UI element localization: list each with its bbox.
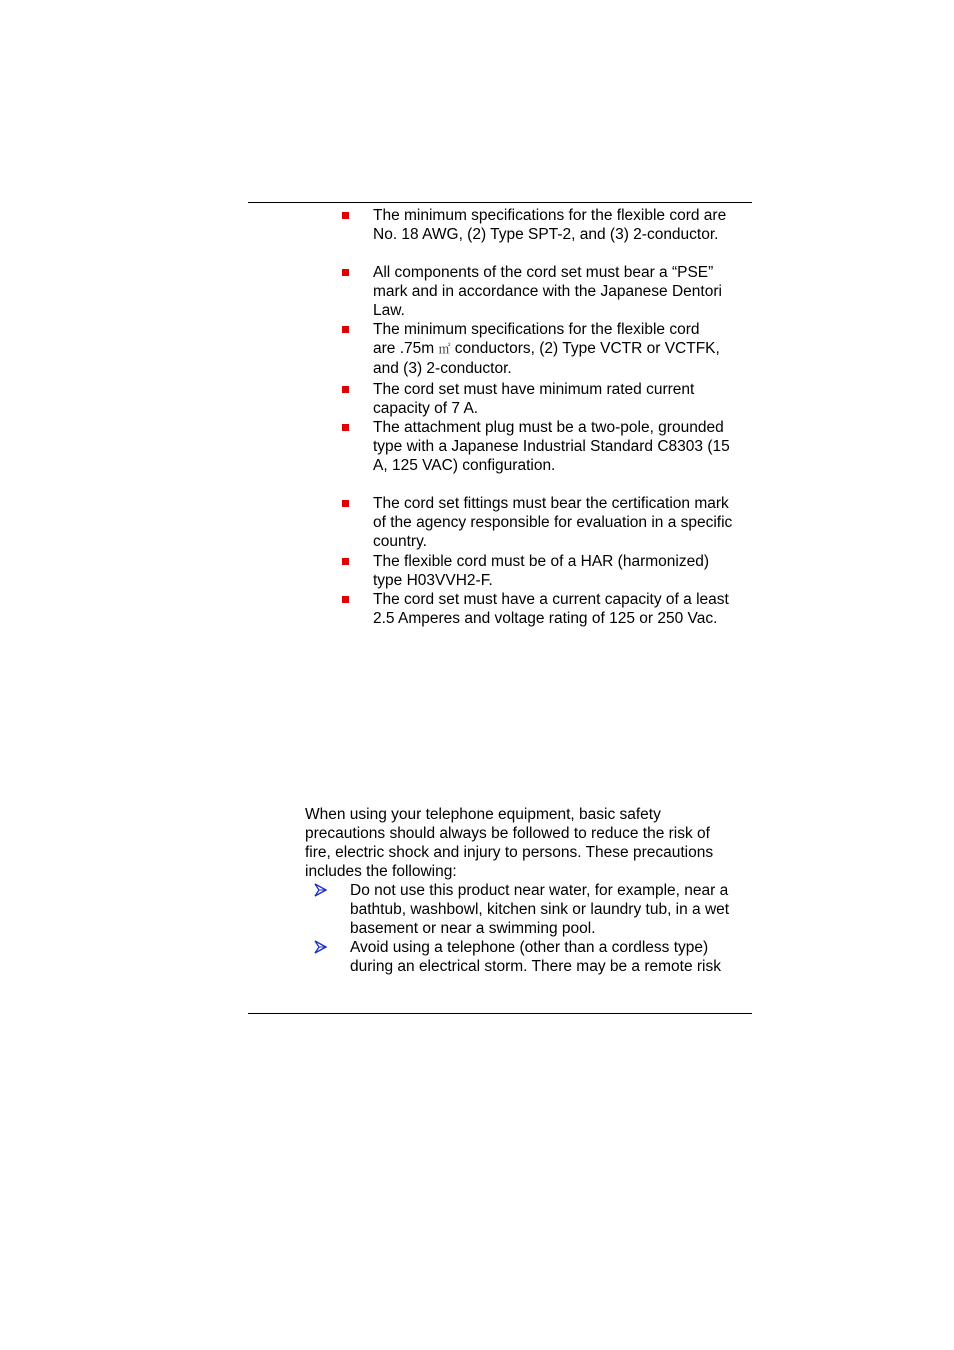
list-item (373, 380, 753, 418)
list-item (373, 263, 753, 320)
list-item-text: The cord set must have minimum rated current capacity of 7 A. (373, 381, 695, 417)
list-item (350, 938, 750, 976)
list-item-text (373, 320, 753, 378)
list-item-text: The cord set fittings must bear the certification mark of the agency responsible for evaluation in a specific country. (373, 495, 733, 550)
list-item (373, 206, 753, 244)
list-item (373, 320, 753, 378)
square-bullet-icon (342, 596, 349, 603)
arrow-bullet-icon (313, 940, 327, 954)
footer-rule (248, 1013, 752, 1014)
list-item (350, 881, 750, 938)
square-bullet-icon (342, 558, 349, 565)
list-item-text: The minimum specifications for the flexible cord are No. 18 AWG, (2) Type SPT-2, and (3) 2-conductor. (373, 207, 727, 243)
telephone-safety-intro: When using your telephone equipment, basic safety precautions should always be followed to reduce the risk of fire, electric shock and injury to persons. These precautions includes the following: (305, 806, 714, 880)
list-item-text: The attachment plug must be a two-pole, grounded type with a Japanese Industrial Standard C8303 (15 A, 125 VAC) configuration. (373, 419, 730, 474)
list-item-text: The flexible cord must be of a HAR (harmonized) type H03VVH2-F. (373, 553, 709, 589)
square-bullet-icon (342, 212, 349, 219)
square-bullet-icon (342, 500, 349, 507)
square-bullet-icon (342, 326, 349, 333)
list-item-text: The cord set must have a current capacity of a least 2.5 Amperes and voltage rating of 125 or 250 Vac. (373, 591, 729, 627)
header-rule (248, 202, 752, 203)
arrow-bullet-icon (313, 883, 327, 897)
square-bullet-icon (342, 424, 349, 431)
list-item (373, 494, 753, 551)
list-item (373, 418, 753, 475)
list-item-text-end: conductors, (2) Type VCTR or VCTFK, and (3) 2-conductor. (373, 340, 720, 377)
list-item-text: All components of the cord set must bear a “PSE” mark and in accordance with the Japanese Dentori Law. (373, 264, 722, 319)
square-meter-unit: ㎡ (438, 342, 451, 356)
list-item (373, 590, 753, 628)
square-bullet-icon (342, 269, 349, 276)
square-bullet-icon (342, 386, 349, 393)
list-item (373, 552, 753, 590)
list-item-text: Avoid using a telephone (other than a cordless type) during an electrical storm. There may be a remote risk (350, 939, 722, 975)
list-item-text: Do not use this product near water, for example, near a bathtub, washbowl, kitchen sink or laundry tub, in a wet basement or near a swimming pool. (350, 882, 730, 937)
list-item-text-start: The minimum specifications for the flexible cord are .75m (373, 321, 700, 357)
